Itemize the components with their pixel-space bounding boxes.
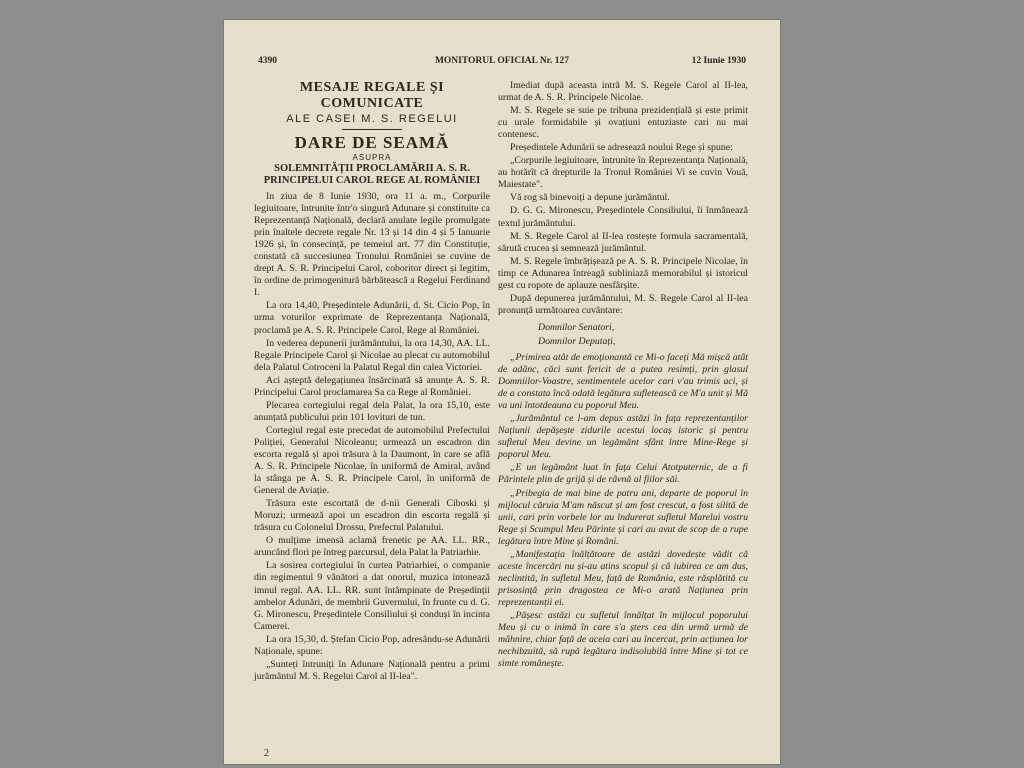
signature-mark: 2 [264, 748, 269, 759]
speech-paragraph: „E un legământ luat în fața Celui Atotputernic, de a fi Părintele plin de grijă și de râvnă al fiilor săi. [498, 462, 748, 486]
paragraph: In vederea depunerii jurământului, la ora 14,30, AA. LL. Regale Principele Carol și Nicolae au plecat cu automobilul dela Palatul Cotroceni la Palatul Regal din calea Victoriei. [254, 337, 490, 373]
report-subject: SOLEMNITĂȚII PROCLAMĂRII A. S. R. PRINCIPELUI CAROL REGE AL ROMÂNIEI [263, 163, 481, 186]
speech-paragraph: „Pășesc astăzi cu sufletul înnălțat în mijlocul poporului Meu și cu o inimă în care s'a șters cea din urmă urmă de mâhnire, chiar față de aceia cari au încercat, prin acțiunea lor nechibzuită, să rupă legătura indisolubilă între Mine și tot ce simte românește. [498, 609, 748, 670]
salutation: Domnilor Deputați, [538, 335, 616, 347]
speech-paragraph: „Manifestația înălțătoare de astăzi dovedește vădit că aceste încercări nu și-au atins scopul și că iubirea ce am dus, neclintită, în sufletul Meu, față de România, este răsplătită cu prisosință prin dragostea ce Mi-o arată Națiunea prin reprezentanții ei. [498, 548, 748, 608]
left-column [254, 80, 490, 684]
paragraph: Președintele Adunării se adresează noului Rege și spune: [510, 142, 733, 154]
speech-paragraph: „Pribegia de mai bine de patru ani, departe de poporul în mijlocul căruia M'am născut și am fost crescut, a fost silită de unii, cari prin vorbele lor au îndurerat sufletul Marelui vostru Rege și Scumpul Meu Părinte și cari au avut de scop de a rupe legătura între Mine și Români. [498, 487, 748, 547]
paragraph: O mulțime imensă aclamă frenetic pe AA. LL. RR., aruncând flori pe întreg parcursul, dela Palat la Patriarhie. [254, 535, 490, 559]
page-header [258, 56, 746, 70]
publication-title: MONITORUL OFICIAL Nr. 127 [434, 56, 570, 66]
paragraph: Vă rog să binevoiți a depune jurământul. [510, 192, 670, 204]
paragraph: M. S. Regele se suie pe tribuna prezidențială și este primit cu urale formidabile și ovațiuni entuziaste cari nu mai contenesc. [498, 105, 748, 141]
section-title: MESAJE REGALE ȘI COMUNICATE [299, 80, 445, 111]
report-title: DARE DE SEAMĂ [294, 133, 450, 152]
issue-date: 12 Iunie 1930 [691, 56, 746, 66]
paragraph: „Corpurile legiuitoare, întrunite în Reprezentanța Națională, au hotărît că drepturile la Tronul României Vi se cuvin Vouă, Maiestate". [498, 155, 748, 191]
paragraph: In ziua de 8 Iunie 1930, ora 11 a. m., Corpurile legiuitoare, întrunite într'o singură Adunare și constituite ca Reprezentanță Națională, declară anulate legile promulgate prin înaltele decrete regale Nr. 13 și 14 din 4 și 5 Ianuarie 1926 și, în consecință, pe temeiul art. 77 din Constituție, constată că succesiunea Tronului României se cuvine de drept A. S. R. Principelui Carol, coboritor direct și legitim, în ordine de primogenitură bărbătească a Regelui Ferdinand I. [254, 191, 490, 299]
speech-paragraph: „Primirea atât de emoționantă ce Mi-o faceți Mă mișcă atât de adânc, căci sunt fericit de a putea resimți, prin glasul Domniilor-Voastre, sentimentele acelor cari v'au trimis aci, și de a constata încă odată legătura sufletească ce M'a unit și Mă va uni întotdeauna cu poporul Meu. [498, 351, 748, 412]
salutation: Domnilor Senatori, [538, 321, 615, 333]
divider [342, 129, 402, 130]
paragraph: La sosirea cortegiului în curtea Patriarhiei, o companie din regimentul 9 vânători a dat onorul, muzica intonează imnul regal. AA. LL. RR. sunt întâmpinate de Președinții ambelor Adunări, de membrii Guvernului, în frunte cu d. G. G. Mironescu, Președintele Consiliului și conduși în incinta Camerei. [254, 560, 490, 632]
paragraph: Cortegiul regal este precedat de automobilul Prefectului Poliției, Generalul Nicoleanu; urmează un escadron din escorta regală și apoi trăsura à la Daumont, în care se află A. S. R. Principele Nicolae, în uniformă de Amiral, având la stânga pe A. S. R. Principele Carol, în uniformă de General de Aviație. [254, 424, 490, 497]
paragraph: La ora 14,40, Președintele Adunării, d. St. Cicio Pop, în urma voturilor exprimate de Reprezentanța Națională, proclamă pe A. S. R. Principele Carol, Rege al României. [254, 300, 490, 336]
paragraph: Plecarea cortegiului regal dela Palat, la ora 15,10, este anunțată publicului prin 101 lovituri de tun. [254, 399, 490, 423]
document-page [224, 20, 780, 764]
speech-paragraph: „Jurământul ce l-am depus astăzi în fața reprezentanților Națiunii depășește zidurile acestui locaș istoric și pentru sufletul Meu devine un legământ sfânt între Mine-Rege și poporul Meu. [498, 413, 748, 461]
section-subtitle: ALE CASEI M. S. REGELUI [286, 113, 458, 125]
paragraph: M. S. Regele Carol al II-lea rostește formula sacramentală, sărută crucea și semnează jurământul. [498, 230, 748, 254]
paragraph: La ora 15,30, d. Ștefan Cicio Pop, adresându-se Adunării Naționale, spune: [254, 633, 490, 657]
right-column [498, 80, 748, 671]
paragraph: Trăsura este escortată de d-nii Generali Ciboski și Moruzi; urmează apoi un escadron din escorta regală și trăsura cu Colonelul Drossu, Prefectul Palatului. [254, 498, 490, 534]
paragraph: Imediat după aceasta intră M. S. Regele Carol al II-lea, urmat de A. S. R. Principele Nicolae. [498, 80, 748, 104]
paragraph: După depunerea jurământului, M. S. Regele Carol al II-lea pronunță următoarea cuvântare: [498, 292, 748, 316]
paragraph: „Sunteți întruniți în Adunare Națională pentru a primi jurământul M. S. Regelui Carol al II-lea". [254, 658, 490, 682]
paragraph: D. G. G. Mironescu, Președintele Consiliului, îi înmânează textul jurământului. [498, 205, 748, 229]
report-connector: ASUPRA [352, 153, 392, 162]
paragraph: M. S. Regele îmbrățișează pe A. S. R. Principele Nicolae, în timp ce Adunarea întreagă subliniază memorabilul și istoricul gest cu ropote de aplauze nesfârșite. [498, 255, 748, 291]
page-number: 4390 [258, 56, 277, 66]
paragraph: Aci așteptă delegațiunea însărcinată să anunțe A. S. R. Principelui Carol proclamarea Sa ca Rege al României. [254, 374, 490, 398]
